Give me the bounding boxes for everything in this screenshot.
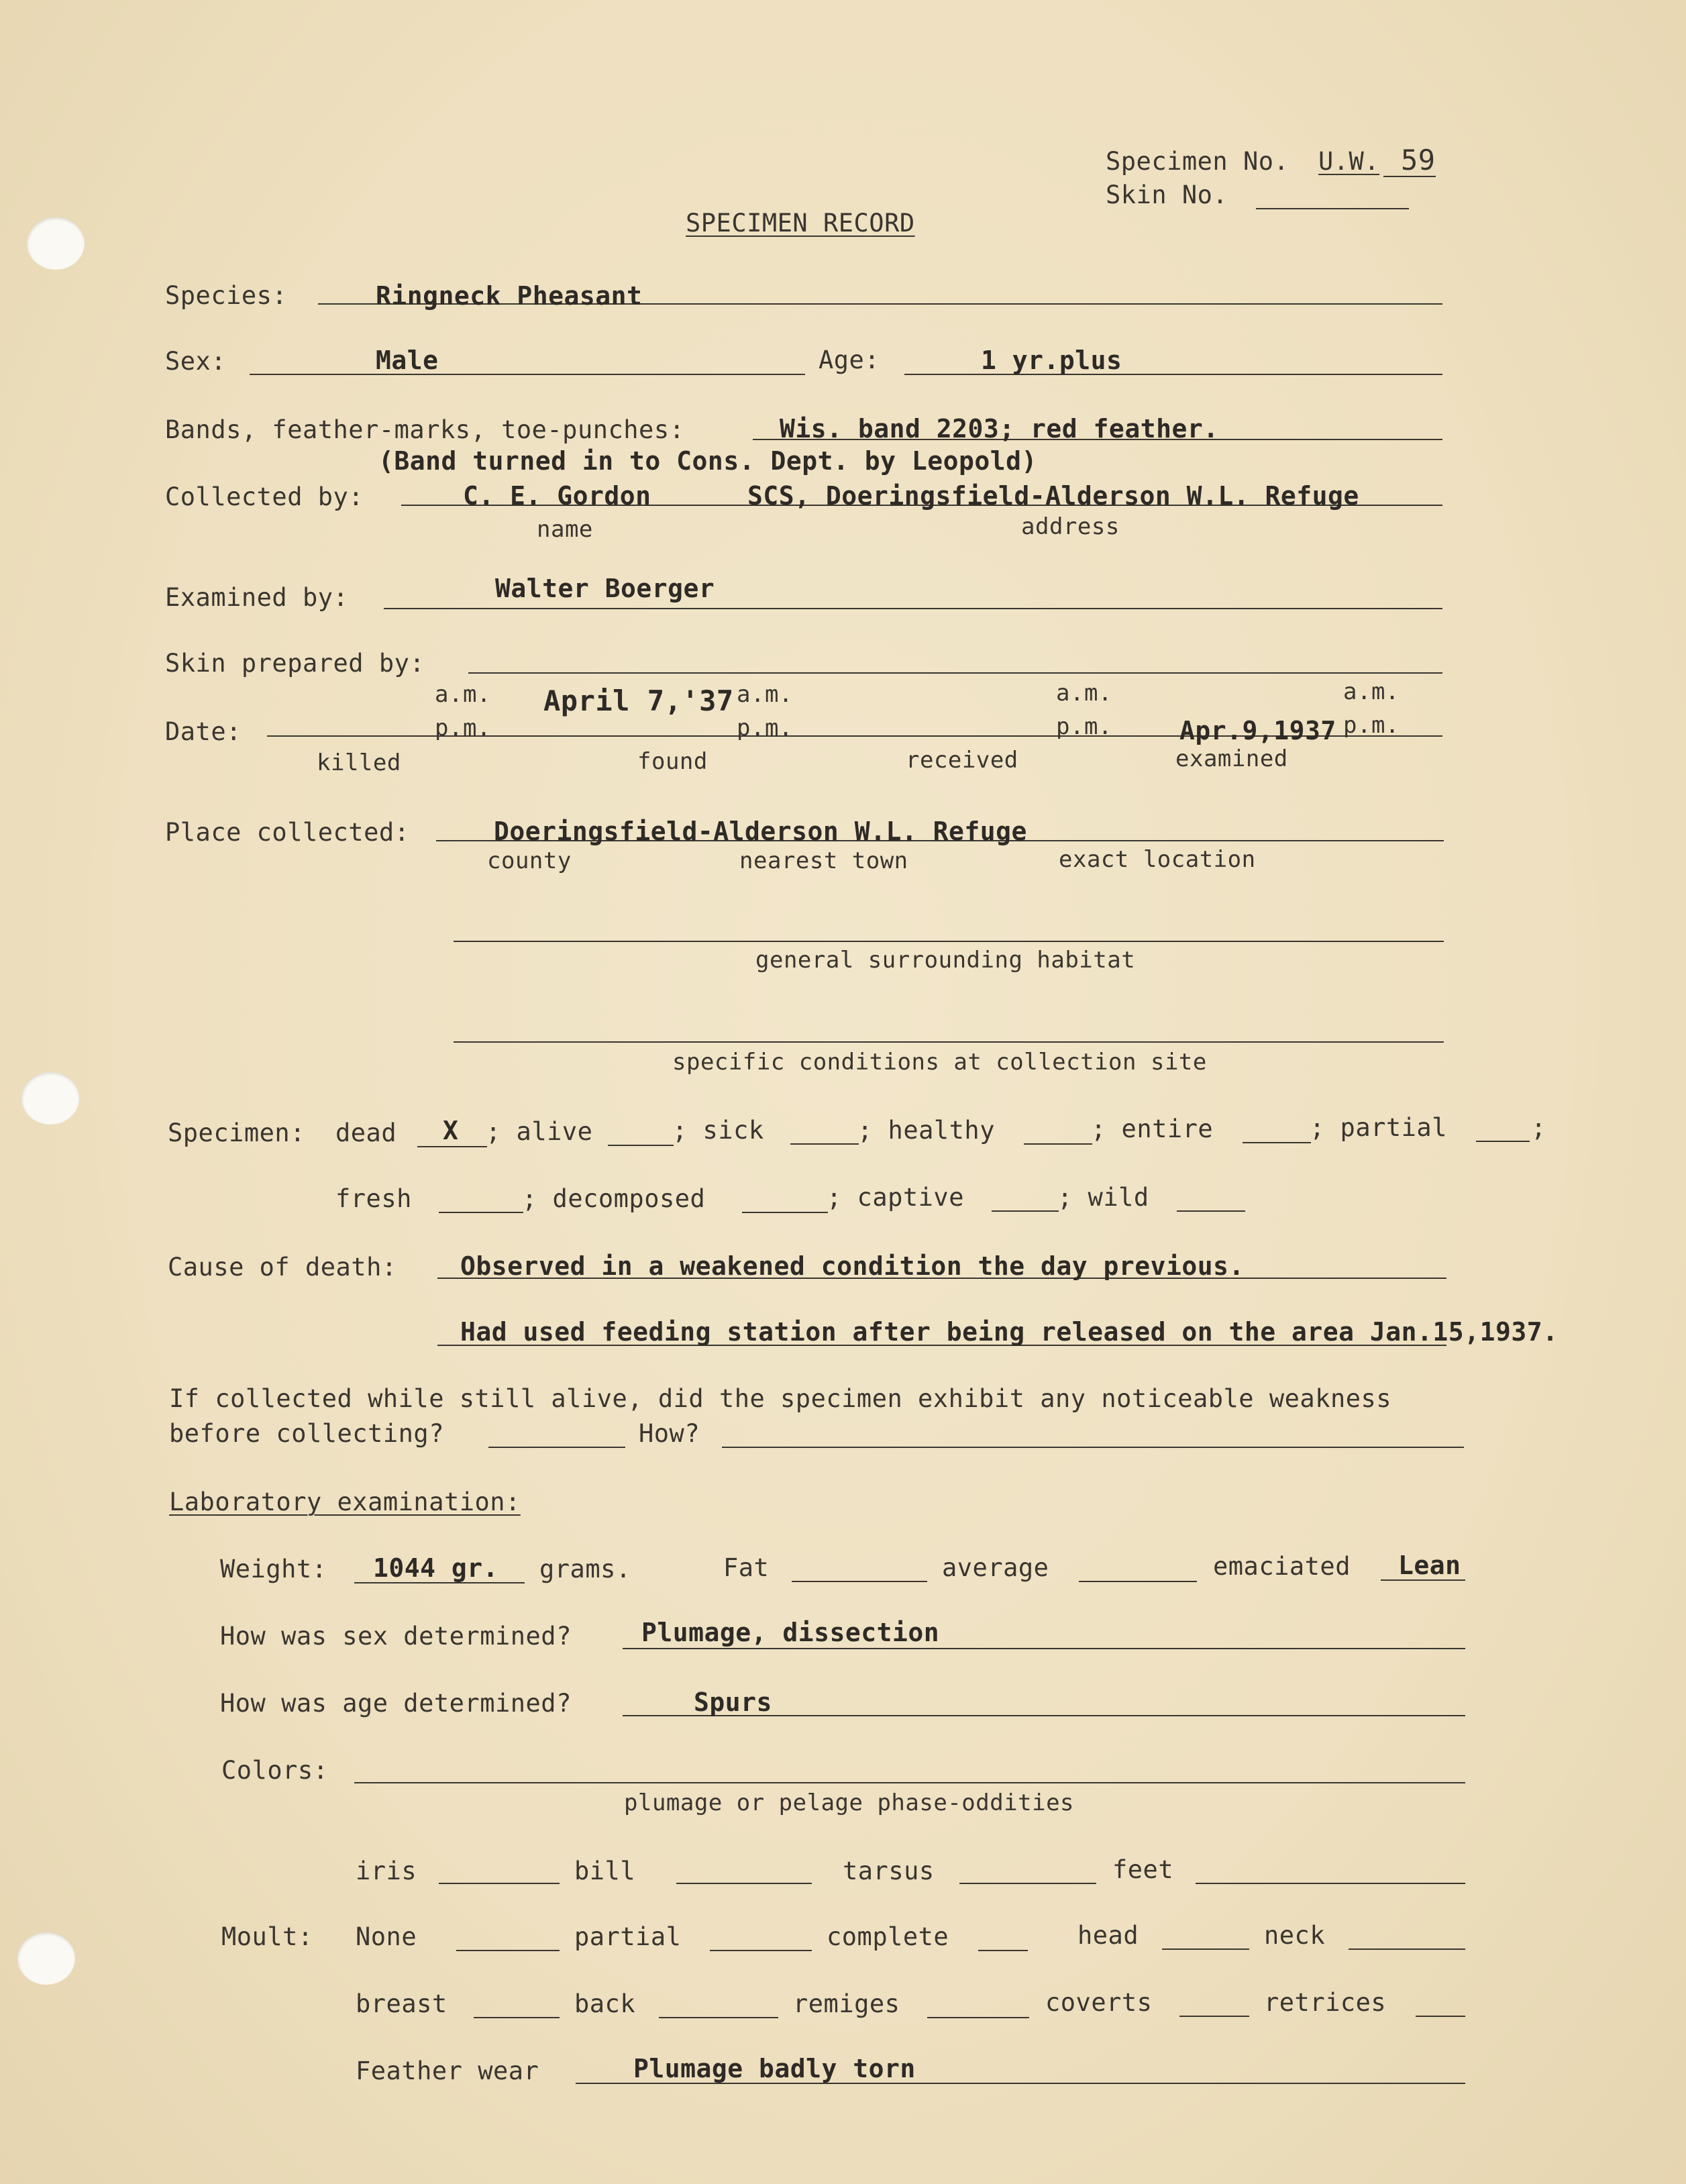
skin-no-line bbox=[1256, 208, 1409, 209]
moult-none-label: None bbox=[356, 1922, 417, 1951]
dead-label: dead bbox=[335, 1119, 397, 1147]
habitat-caption: general surrounding habitat bbox=[755, 947, 1136, 974]
average-label: average bbox=[942, 1553, 1049, 1582]
date-am-1: a.m. bbox=[435, 681, 491, 708]
fresh-line bbox=[439, 1212, 523, 1213]
moult-back-label: back bbox=[574, 1989, 636, 2018]
weight-label: Weight: bbox=[220, 1555, 327, 1583]
age-value: 1 yr.plus bbox=[981, 346, 1122, 375]
date-pm-4: p.m. bbox=[1343, 712, 1400, 739]
moult-coverts-line bbox=[1179, 2016, 1249, 2017]
place-location-caption: exact location bbox=[1059, 846, 1256, 873]
date-pm-1: p.m. bbox=[435, 715, 491, 741]
iris-label: iris bbox=[356, 1857, 417, 1885]
specimen-end: ; bbox=[1531, 1113, 1546, 1142]
place-town-caption: nearest town bbox=[739, 847, 908, 874]
cause-label: Cause of death: bbox=[168, 1253, 397, 1282]
moult-breast-label: breast bbox=[356, 1989, 447, 2018]
sex-line bbox=[250, 374, 805, 375]
partial-line bbox=[1476, 1141, 1530, 1142]
collected-address-value: SCS, Doeringsfield-Alderson W.L. Refuge bbox=[747, 481, 1359, 511]
species-value: Ringneck Pheasant bbox=[376, 281, 643, 311]
bands-value-line2: (Band turned in to Cons. Dept. by Leopold) bbox=[378, 446, 1037, 476]
feet-label: feet bbox=[1112, 1855, 1174, 1884]
moult-label: Moult: bbox=[221, 1922, 313, 1951]
colors-caption: plumage or pelage phase-oddities bbox=[624, 1789, 1075, 1816]
healthy-line bbox=[1024, 1143, 1092, 1145]
captive-line bbox=[992, 1210, 1059, 1212]
punch-hole-top bbox=[27, 217, 85, 270]
place-county-caption: county bbox=[487, 847, 572, 874]
fat-line bbox=[792, 1581, 927, 1582]
feet-line bbox=[1196, 1883, 1465, 1884]
moult-remiges-label: remiges bbox=[793, 1989, 900, 2018]
decomposed-label: ; decomposed bbox=[522, 1184, 706, 1213]
feather-wear-label: Feather wear bbox=[356, 2057, 539, 2085]
sex-question: How was sex determined? bbox=[220, 1622, 572, 1651]
specimen-no-value: U.W. bbox=[1318, 147, 1380, 176]
collected-label: Collected by: bbox=[165, 482, 364, 511]
average-line bbox=[1079, 1581, 1197, 1582]
emaciated-label: emaciated bbox=[1213, 1552, 1351, 1581]
captive-label: ; captive bbox=[827, 1183, 964, 1212]
bill-label: bill bbox=[574, 1857, 636, 1885]
moult-back-line bbox=[659, 2017, 778, 2018]
form-title: SPECIMEN RECORD bbox=[686, 209, 915, 238]
skin-prepared-label: Skin prepared by: bbox=[165, 649, 425, 678]
alive-label: ; alive bbox=[486, 1117, 593, 1146]
skin-prepared-line bbox=[468, 672, 1442, 674]
date-found-caption: found bbox=[637, 748, 708, 775]
bands-value: Wis. band 2203; red feather. bbox=[780, 414, 1219, 444]
date-pm-3: p.m. bbox=[1056, 713, 1112, 740]
date-examined-value: Apr.9,1937 bbox=[1179, 716, 1336, 745]
place-value: Doeringsfield-Alderson W.L. Refuge bbox=[494, 817, 1027, 846]
how-line bbox=[722, 1447, 1464, 1448]
place-label: Place collected: bbox=[165, 818, 410, 847]
date-am-2: a.m. bbox=[737, 681, 793, 708]
tarsus-line bbox=[959, 1883, 1096, 1884]
examined-value: Walter Boerger bbox=[495, 574, 715, 603]
moult-neck-label: neck bbox=[1264, 1921, 1326, 1950]
alive-question-line1: If collected while still alive, did the specimen exhibit any noticeable weakness bbox=[169, 1384, 1392, 1413]
punch-hole-middle bbox=[21, 1072, 79, 1125]
how-label: How? bbox=[639, 1419, 700, 1448]
age-label: Age: bbox=[819, 346, 880, 374]
cause-value-line2: Had used feeding station after being released on the area Jan.15,1937. bbox=[460, 1317, 1559, 1347]
punch-hole-bottom bbox=[17, 1932, 75, 1985]
moult-retrices-line bbox=[1416, 2016, 1465, 2017]
dead-line bbox=[417, 1146, 487, 1147]
moult-none-line bbox=[456, 1950, 560, 1951]
fat-label: Fat bbox=[723, 1553, 770, 1582]
moult-neck-line bbox=[1349, 1948, 1465, 1950]
sex-determined-value: Plumage, dissection bbox=[641, 1618, 940, 1647]
sick-label: ; sick bbox=[672, 1116, 764, 1145]
dead-value: X bbox=[443, 1116, 459, 1145]
collected-address-caption: address bbox=[1021, 513, 1120, 540]
colors-line bbox=[354, 1782, 1465, 1783]
examined-line bbox=[384, 608, 1442, 609]
age-determined-value: Spurs bbox=[694, 1687, 772, 1717]
decomposed-line bbox=[742, 1212, 828, 1213]
bill-line bbox=[676, 1883, 812, 1884]
collected-name-caption: name bbox=[537, 516, 593, 543]
moult-retrices-label: retrices bbox=[1264, 1988, 1387, 2017]
examined-label: Examined by: bbox=[165, 583, 349, 612]
entire-line bbox=[1243, 1142, 1311, 1143]
specimen-no-line bbox=[1383, 176, 1436, 177]
cause-value: Observed in a weakened condition the day previous. bbox=[460, 1251, 1245, 1281]
moult-partial-label: partial bbox=[574, 1922, 682, 1951]
date-examined-caption: examined bbox=[1175, 745, 1288, 772]
specimen-no-number: 59 bbox=[1401, 144, 1436, 176]
entire-label: ; entire bbox=[1091, 1114, 1214, 1143]
moult-partial-line bbox=[710, 1950, 812, 1951]
moult-head-line bbox=[1162, 1948, 1249, 1950]
moult-breast-line bbox=[474, 2017, 560, 2018]
conditions-caption: specific conditions at collection site bbox=[672, 1049, 1207, 1076]
alive-line bbox=[608, 1145, 674, 1146]
tarsus-label: tarsus bbox=[843, 1857, 935, 1885]
sex-value: Male bbox=[376, 346, 439, 375]
partial-label: ; partial bbox=[1310, 1113, 1447, 1142]
specimen-no-label: Specimen No. bbox=[1106, 147, 1289, 176]
sex-determined-line bbox=[623, 1648, 1465, 1649]
feather-wear-value: Plumage badly torn bbox=[633, 2054, 916, 2083]
moult-complete-line bbox=[978, 1950, 1028, 1951]
date-received-caption: received bbox=[906, 747, 1018, 774]
date-killed-caption: killed bbox=[317, 749, 401, 776]
lab-heading: Laboratory examination: bbox=[169, 1488, 521, 1516]
colors-label: Colors: bbox=[221, 1756, 329, 1785]
moult-coverts-label: coverts bbox=[1045, 1988, 1153, 2017]
skin-no-label: Skin No. bbox=[1106, 180, 1228, 209]
weight-value: 1044 gr. bbox=[373, 1553, 499, 1583]
species-label: Species: bbox=[165, 281, 288, 310]
date-am-4: a.m. bbox=[1343, 678, 1400, 705]
date-killed-value: April 7,'37 bbox=[543, 684, 734, 717]
conditions-line bbox=[454, 1041, 1444, 1043]
collected-name-value: C. E. Gordon bbox=[463, 481, 651, 511]
iris-line bbox=[439, 1883, 560, 1884]
moult-complete-label: complete bbox=[827, 1922, 949, 1951]
wild-label: ; wild bbox=[1057, 1183, 1149, 1212]
wild-line bbox=[1177, 1210, 1245, 1212]
age-question: How was age determined? bbox=[220, 1689, 572, 1718]
date-am-3: a.m. bbox=[1056, 680, 1112, 707]
fresh-label: fresh bbox=[335, 1184, 412, 1213]
habitat-line bbox=[454, 941, 1444, 942]
date-pm-2: p.m. bbox=[737, 715, 793, 741]
specimen-label: Specimen: bbox=[168, 1119, 305, 1147]
moult-head-label: head bbox=[1077, 1921, 1139, 1950]
moult-remiges-line bbox=[927, 2017, 1029, 2018]
emaciated-value: Lean bbox=[1398, 1551, 1461, 1580]
grams-label: grams. bbox=[539, 1555, 631, 1583]
date-label: Date: bbox=[165, 717, 242, 746]
sick-line bbox=[790, 1143, 859, 1145]
alive-answer-line bbox=[488, 1447, 625, 1448]
sex-label: Sex: bbox=[165, 347, 227, 376]
alive-question-line2: before collecting? bbox=[169, 1419, 444, 1448]
healthy-label: ; healthy bbox=[857, 1116, 995, 1145]
bands-label: Bands, feather-marks, toe-punches: bbox=[165, 415, 685, 444]
